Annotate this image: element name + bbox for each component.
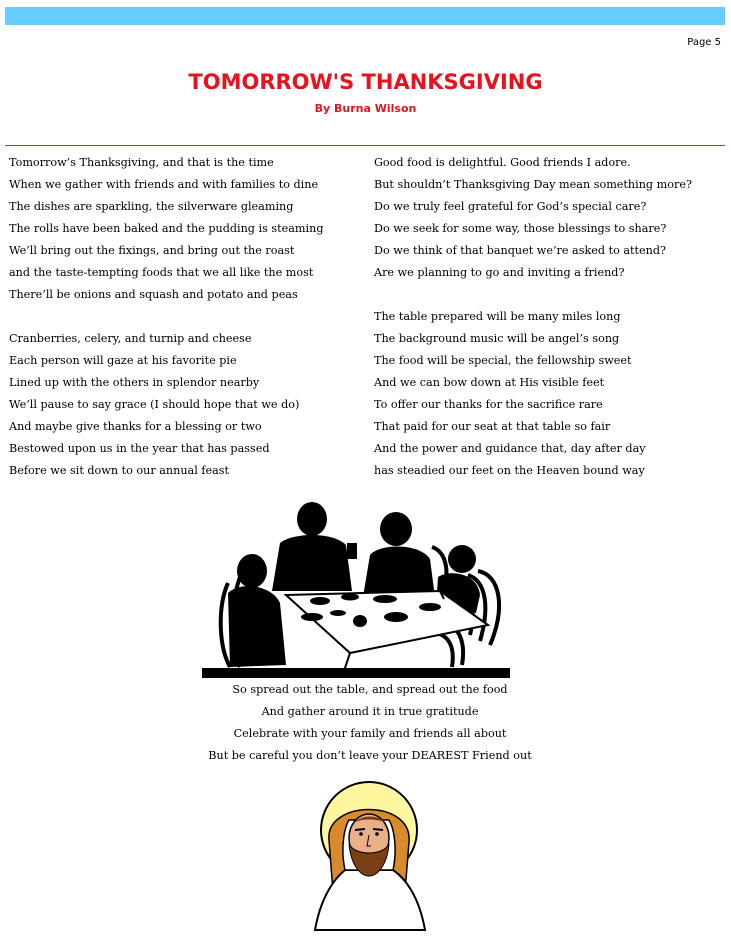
poem-line: The rolls have been baked and the pudding is steaming	[9, 222, 324, 235]
poem-line: Lined up with the others in splendor nearby	[9, 376, 260, 389]
article-title: TOMORROW'S THANKSGIVING	[188, 70, 543, 94]
divider	[5, 145, 725, 146]
poem-line: Do we truly feel grateful for God’s special care?	[374, 200, 647, 213]
poem-line: Tomorrow’s Thanksgiving, and that is the time	[9, 156, 274, 169]
poem-line: Cranberries, celery, and turnip and cheese	[9, 332, 252, 345]
poem-line: And the power and guidance that, day after day	[374, 442, 646, 455]
poem-line: Bestowed upon us in the year that has passed	[9, 442, 270, 455]
poem-line: We’ll pause to say grace (I should hope that we do)	[9, 398, 300, 411]
poem-line: The dishes are sparkling, the silverware gleaming	[9, 200, 294, 213]
poem-line: To offer our thanks for the sacrifice rare	[374, 398, 603, 411]
poem-line: Celebrate with your family and friends all about	[233, 727, 507, 740]
poem-line: Before we sit down to our annual feast	[9, 464, 229, 477]
poem-line: But be careful you don’t leave your DEAREST Friend out	[208, 749, 532, 762]
poem-line: That paid for our seat at that table so fair	[374, 420, 611, 433]
page-number: Page 5	[687, 37, 721, 48]
closing-stanza	[140, 679, 600, 767]
poem-line: Do we think of that banquet we’re asked to attend?	[374, 244, 667, 257]
poem-line: And gather around it in true gratitude	[261, 705, 479, 718]
byline: By Burna Wilson	[314, 102, 417, 115]
poem-line	[374, 284, 692, 306]
jesus-portrait-illustration	[305, 780, 435, 935]
poem-line: And we can bow down at His visible feet	[374, 376, 605, 389]
poem-line: The table prepared will be many miles long	[374, 310, 621, 323]
poem-line: has steadied our feet on the Heaven bound way	[374, 464, 645, 477]
poem-column-left	[9, 152, 324, 482]
poem-line: Good food is delightful. Good friends I adore.	[374, 156, 631, 169]
poem-column-right	[374, 152, 692, 482]
poem-line: We’ll bring out the fixings, and bring out the roast	[9, 244, 295, 257]
poem-line: So spread out the table, and spread out the food	[232, 683, 508, 696]
poem-line: Are we planning to go and inviting a friend?	[374, 266, 625, 279]
poem-line: And maybe give thanks for a blessing or two	[9, 420, 262, 433]
header-bar	[5, 7, 725, 25]
poem-line: The background music will be angel’s song	[374, 332, 620, 345]
thanksgiving-dinner-illustration	[200, 495, 512, 680]
poem-line: There’ll be onions and squash and potato and peas	[9, 288, 298, 301]
poem-line: But shouldn’t Thanksgiving Day mean something more?	[374, 178, 692, 191]
poem-line: When we gather with friends and with families to dine	[9, 178, 319, 191]
poem-line: Do we seek for some way, those blessings to share?	[374, 222, 667, 235]
poem-line: The food will be special, the fellowship sweet	[374, 354, 632, 367]
poem-line: Each person will gaze at his favorite pie	[9, 354, 237, 367]
poem-line	[9, 306, 324, 328]
poem-line: and the taste-tempting foods that we all like the most	[9, 266, 314, 279]
